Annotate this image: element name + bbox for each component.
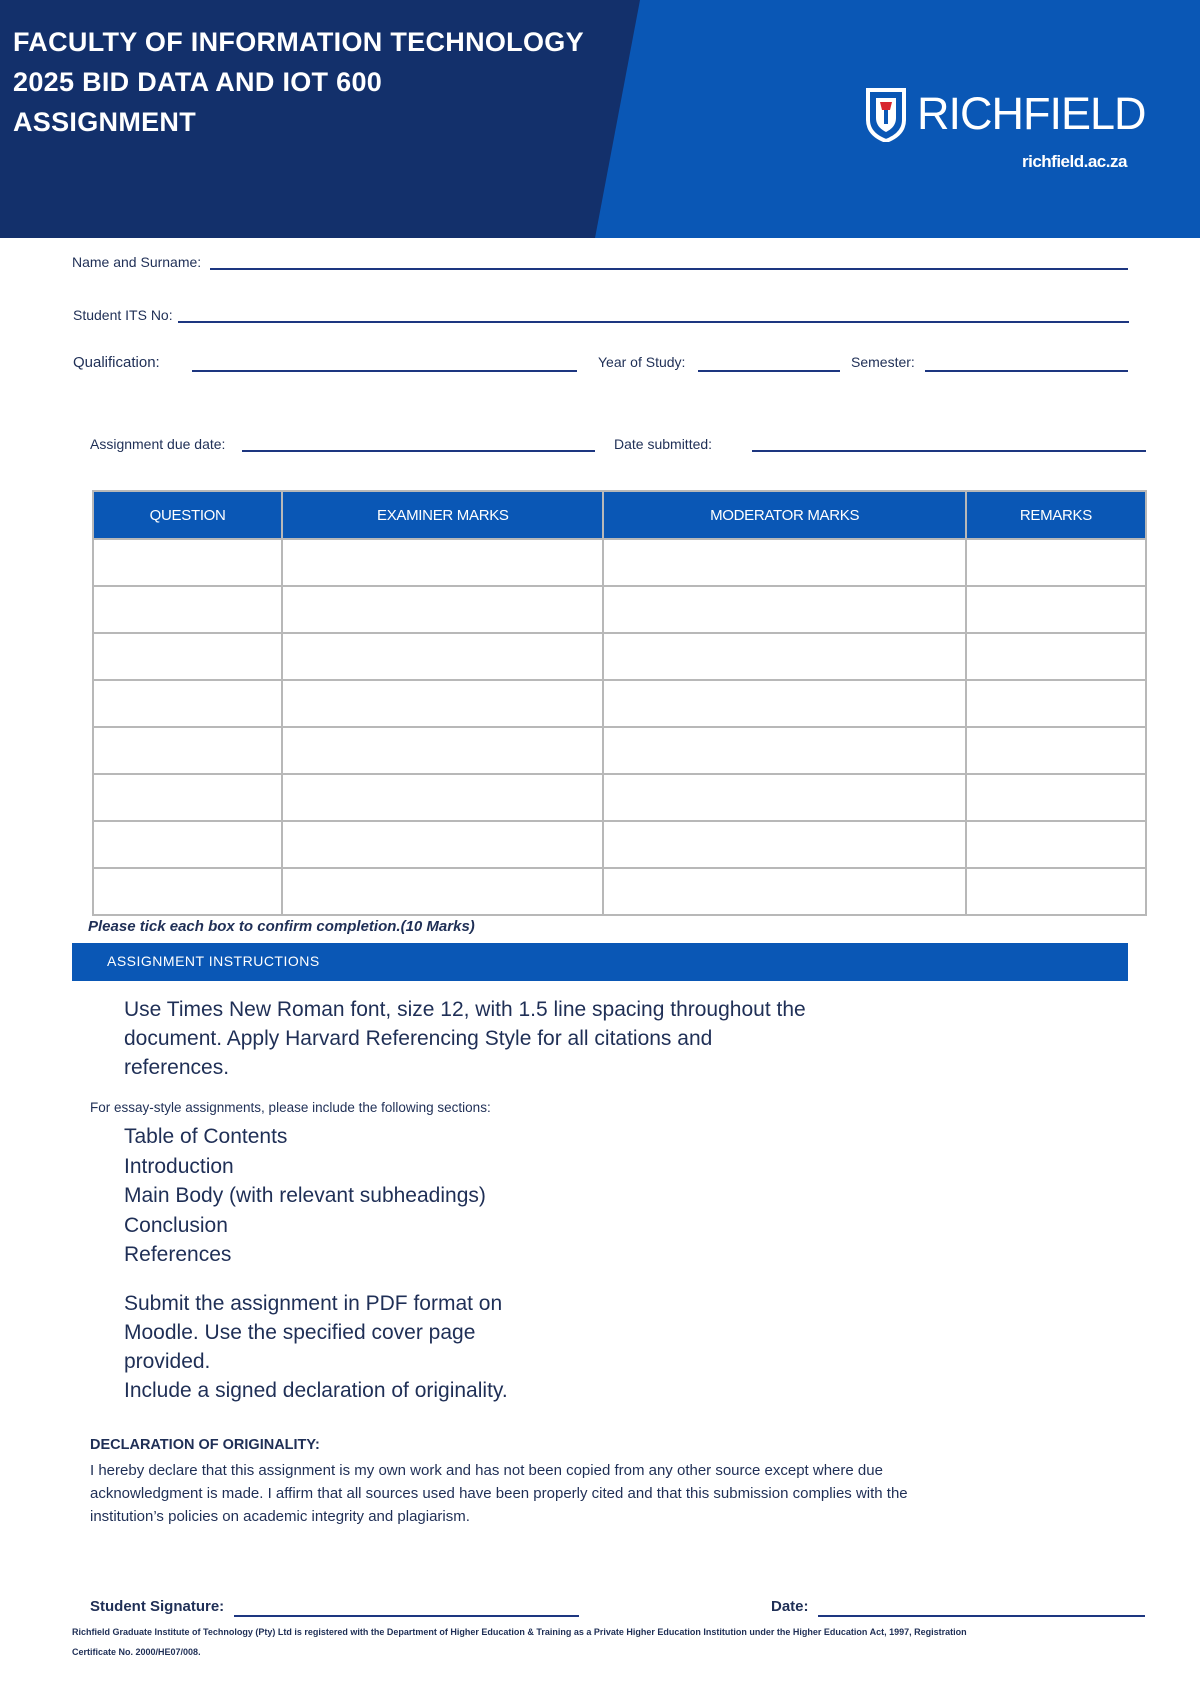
table-cell[interactable] [282, 774, 603, 821]
due-date-field[interactable] [242, 450, 595, 452]
table-cell[interactable] [93, 633, 282, 680]
instructions-paragraph-2 [124, 1289, 508, 1405]
sections-list [124, 1122, 486, 1270]
table-cell[interactable] [282, 633, 603, 680]
declaration-heading: DECLARATION OF ORIGINALITY: [90, 1437, 320, 1453]
instructions-heading: ASSIGNMENT INSTRUCTIONS [107, 953, 320, 969]
list-item: References [124, 1243, 232, 1266]
table-cell[interactable] [282, 868, 603, 915]
name-field[interactable] [210, 268, 1128, 270]
declaration-line: I hereby declare that this assignment is my own work and has not been copied from any other source except where due [90, 1462, 883, 1479]
list-item: Introduction [124, 1154, 234, 1178]
signature-field[interactable] [234, 1615, 579, 1617]
signature-date-field[interactable] [818, 1615, 1145, 1617]
table-cell[interactable] [966, 774, 1146, 821]
table-cell[interactable] [282, 727, 603, 774]
table-cell[interactable] [603, 633, 965, 680]
para2-line: Moodle. Use the specified cover page [124, 1321, 476, 1344]
title-line-1: FACULTY OF INFORMATION TECHNOLOGY [13, 27, 584, 57]
footer-legal [72, 1622, 1012, 1662]
table-cell[interactable] [282, 821, 603, 868]
document-title [13, 22, 584, 142]
table-cell[interactable] [93, 680, 282, 727]
col-examiner-marks: EXAMINER MARKS [282, 491, 603, 539]
table-cell[interactable] [966, 821, 1146, 868]
name-label: Name and Surname: [72, 254, 202, 270]
table-cell[interactable] [966, 633, 1146, 680]
table-cell[interactable] [966, 586, 1146, 633]
table-cell[interactable] [93, 821, 282, 868]
list-item: Conclusion [124, 1213, 228, 1237]
year-label: Year of Study: [598, 354, 686, 370]
table-row [93, 821, 1146, 868]
qualification-label: Qualification: [73, 354, 160, 371]
table-row [93, 633, 1146, 680]
footer-line: Richfield Graduate Institute of Technology (Pty) Ltd is registered with the Department of Higher Education & Training as a Private Higher Education Institution under the Higher Education Act, 1997, Registration [72, 1627, 967, 1637]
para2-line: provided. [124, 1350, 211, 1373]
signature-label: Student Signature: [90, 1598, 225, 1615]
year-field[interactable] [698, 370, 840, 372]
declaration-text [90, 1459, 1030, 1528]
table-row [93, 774, 1146, 821]
table-cell[interactable] [93, 586, 282, 633]
table-row [93, 680, 1146, 727]
title-line-3: ASSIGNMENT [13, 107, 197, 137]
instructions-paragraph-1 [124, 995, 806, 1082]
table-row [93, 727, 1146, 774]
table-cell[interactable] [282, 539, 603, 586]
submitted-label: Date submitted: [614, 436, 713, 452]
table-row [93, 868, 1146, 915]
table-cell[interactable] [93, 868, 282, 915]
col-moderator-marks: MODERATOR MARKS [603, 491, 965, 539]
table-cell[interactable] [93, 774, 282, 821]
table-cell[interactable] [603, 868, 965, 915]
table-cell[interactable] [603, 586, 965, 633]
table-cell[interactable] [93, 727, 282, 774]
submitted-field[interactable] [752, 450, 1146, 452]
table-cell[interactable] [282, 680, 603, 727]
website-url[interactable]: richfield.ac.za [1022, 152, 1127, 171]
its-field[interactable] [178, 321, 1129, 323]
table-cell[interactable] [282, 586, 603, 633]
list-item: Table of Contents [124, 1125, 288, 1148]
semester-label: Semester: [851, 354, 915, 370]
essay-intro: For essay-style assignments, please include the following sections: [90, 1100, 491, 1115]
table-cell[interactable] [966, 727, 1146, 774]
signature-date-label: Date: [771, 1598, 809, 1615]
table-row [93, 586, 1146, 633]
declaration-line: institution’s policies on academic integrity and plagiarism. [90, 1508, 470, 1525]
table-cell[interactable] [603, 539, 965, 586]
para1-line: references. [124, 1056, 230, 1079]
richfield-shield-icon [866, 88, 906, 142]
para2-line: Submit the assignment in PDF format on [124, 1292, 503, 1315]
table-header-row [93, 491, 1146, 539]
table-cell[interactable] [603, 774, 965, 821]
table-cell[interactable] [603, 821, 965, 868]
para1-line: document. Apply Harvard Referencing Style for all citations and [124, 1027, 713, 1050]
semester-field[interactable] [925, 370, 1128, 372]
table-cell[interactable] [603, 680, 965, 727]
its-label: Student ITS No: [73, 307, 173, 323]
marks-table [92, 490, 1147, 916]
tick-note: Please tick each box to confirm completion.(10 Marks) [88, 918, 475, 935]
table-cell[interactable] [966, 680, 1146, 727]
table-cell[interactable] [603, 727, 965, 774]
table-cell[interactable] [966, 539, 1146, 586]
table-row [93, 539, 1146, 586]
due-date-label: Assignment due date: [90, 436, 226, 452]
logo-wordmark: RICHFIELD [917, 88, 1146, 139]
title-line-2: 2025 BID DATA AND IOT 600 [13, 67, 383, 97]
para2-line: Include a signed declaration of originality. [124, 1379, 508, 1402]
table-cell[interactable] [966, 868, 1146, 915]
para1-line: Use Times New Roman font, size 12, with 1.5 line spacing throughout the [124, 998, 806, 1021]
declaration-line: acknowledgment is made. I affirm that all sources used have been properly cited and that this submission complies with the [90, 1485, 908, 1502]
list-item: Main Body (with relevant subheadings) [124, 1184, 486, 1207]
col-remarks: REMARKS [966, 491, 1146, 539]
col-question: QUESTION [93, 491, 282, 539]
footer-line: Certificate No. 2000/HE07/008. [72, 1647, 201, 1657]
qualification-field[interactable] [192, 370, 577, 372]
table-cell[interactable] [93, 539, 282, 586]
